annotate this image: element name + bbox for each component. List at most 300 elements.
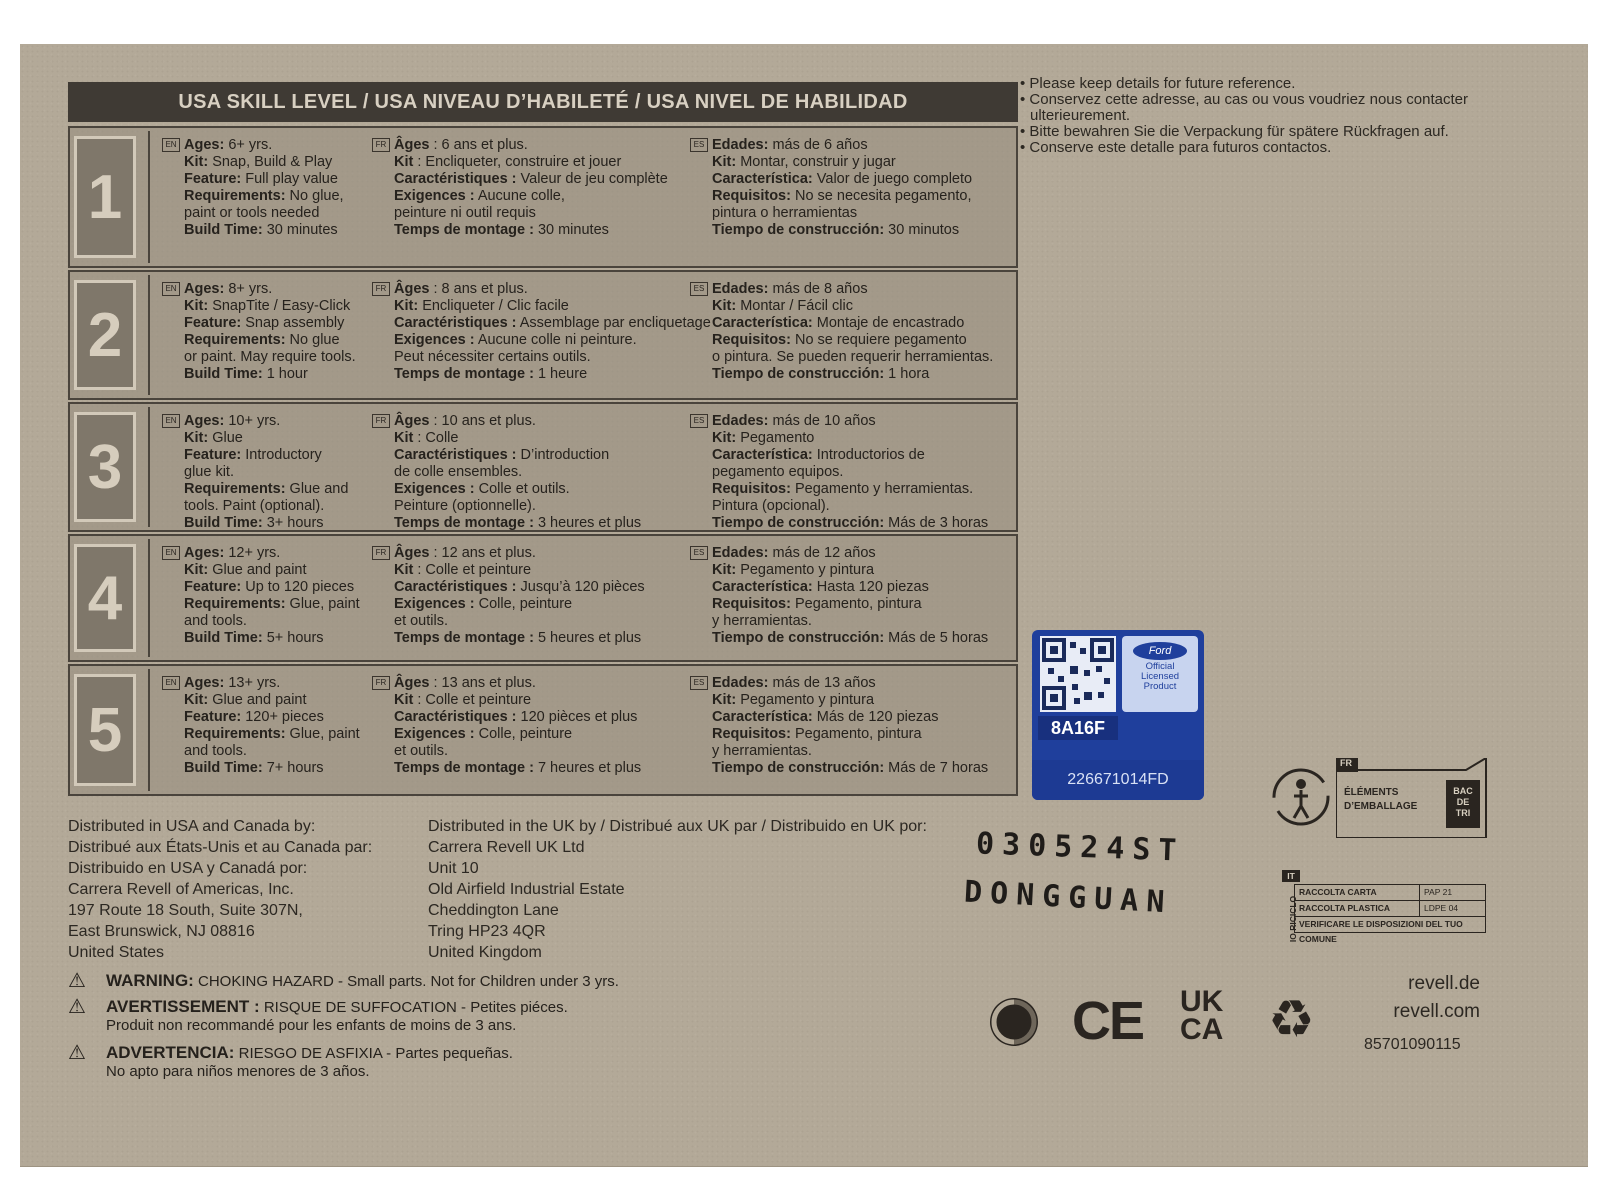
detail-line [712, 760, 1012, 777]
detail-value: más de 6 años [768, 137, 868, 153]
distributor-line: Distributed in USA and Canada by: [68, 818, 316, 835]
detail-key: Kit: [184, 430, 209, 446]
skill-level-details [148, 275, 1013, 395]
detail-value: 1 hora [884, 366, 930, 382]
detail-value: pegamento equipos. [712, 464, 844, 480]
detail-line [712, 366, 1012, 383]
detail-line [712, 481, 1012, 498]
skill-details-en [165, 281, 374, 383]
detail-line [394, 430, 694, 447]
distributor-line: Tring HP23 4QR [428, 923, 546, 940]
distributor-line: United States [68, 944, 165, 961]
date-stamp: 030524ST [975, 826, 1186, 869]
detail-key: Âges [394, 413, 430, 429]
detail-line [184, 315, 374, 332]
detail-line [184, 332, 374, 349]
detail-key: Feature: [184, 579, 242, 595]
detail-value: Snap assembly [241, 315, 345, 331]
website-link[interactable]: revell.com [1393, 1001, 1480, 1022]
warning-triangle-icon: ⚠ [68, 1042, 86, 1064]
detail-value: 3+ hours [262, 515, 324, 531]
detail-line [712, 222, 1012, 239]
detail-line [184, 545, 374, 562]
detail-value: Más de 120 piezas [812, 709, 939, 725]
detail-value: and tools. [184, 743, 247, 759]
detail-key: Kit [394, 430, 414, 446]
detail-value: : Colle et peinture [413, 692, 532, 708]
detail-key: Temps de montage : [394, 222, 534, 238]
detail-line [712, 413, 1012, 430]
detail-value: and tools. [184, 613, 247, 629]
detail-key: Temps de montage : [394, 630, 534, 646]
detail-line [712, 349, 1012, 366]
distributor-line: Carrera Revell UK Ltd [428, 839, 585, 856]
detail-line [184, 413, 374, 430]
language-tag: EN [162, 282, 180, 296]
detail-key: Âges [394, 545, 430, 561]
detail-value: Pegamento y pintura [736, 692, 875, 708]
detail-line [184, 613, 374, 630]
article-code: 85701090115 [1364, 1036, 1461, 1053]
italy-cell: PAP 21 [1419, 885, 1485, 900]
skill-details-es [693, 137, 1012, 239]
warning-title: ADVERTENCIA: [106, 1043, 235, 1062]
detail-value: más de 12 años [768, 545, 876, 561]
skill-level-details [148, 407, 1013, 531]
detail-line [394, 760, 694, 777]
distributor-line: Carrera Revell of Americas, Inc. [68, 881, 294, 898]
detail-value: Encliqueter / Clic facile [418, 298, 569, 314]
detail-line [394, 154, 694, 171]
detail-line [394, 596, 694, 613]
italy-footer: VERIFICARE LE DISPOSIZIONI DEL TUO COMUNE [1299, 919, 1463, 944]
bin-line: BAC [1453, 786, 1473, 796]
detail-key: Exigences : [394, 481, 475, 497]
detail-line [394, 579, 694, 596]
detail-key: Característica: [712, 709, 813, 725]
detail-value: 3 heures et plus [533, 515, 642, 531]
detail-value: Colle, peinture [474, 726, 573, 742]
note-line: • Conserve este detalle para futuros contactos. [1020, 139, 1332, 156]
detail-line [394, 743, 694, 760]
detail-value: 13+ yrs. [224, 675, 281, 691]
ukca-mark [1180, 985, 1224, 1046]
ford-logo: Ford [1133, 642, 1187, 660]
detail-line [394, 349, 694, 366]
detail-key: Requisitos: [712, 726, 791, 742]
detail-key: Exigences : [394, 596, 475, 612]
distributor-usa [68, 816, 372, 963]
warning-triangle-icon: ⚠ [68, 970, 86, 992]
detail-value: Aucune colle ni peinture. [474, 332, 637, 348]
skill-level-number: 4 [87, 563, 123, 633]
detail-key: Temps de montage : [394, 515, 534, 531]
detail-line [712, 692, 1012, 709]
qr-code-icon [1040, 636, 1116, 712]
detail-key: Edades: [712, 675, 769, 691]
detail-key: Requisitos: [712, 596, 791, 612]
detail-line [184, 709, 374, 726]
detail-line [712, 464, 1012, 481]
detail-line [712, 332, 1012, 349]
detail-value: Pegamento, pintura [790, 726, 922, 742]
detail-line [712, 545, 1012, 562]
detail-line [712, 205, 1012, 222]
detail-line [394, 366, 694, 383]
origin-stamp: DONGGUAN [963, 874, 1174, 921]
detail-line [184, 515, 374, 532]
skill-level-number-box [74, 544, 136, 652]
detail-value: peinture ni outil requis [394, 205, 536, 221]
detail-value: : Colle et peinture [413, 562, 532, 578]
recycling-arrows-icon: ♻ [1268, 991, 1315, 1049]
triman-line: D’EMBALLAGE [1344, 801, 1418, 812]
license-serial: 226671014FD [1032, 760, 1204, 800]
detail-value: Montaje de encastrado [812, 315, 965, 331]
detail-key: Âges [394, 281, 430, 297]
detail-line [712, 579, 1012, 596]
detail-value: 6+ yrs. [224, 137, 273, 153]
detail-value: tools. Paint (optional). [184, 498, 325, 514]
detail-line [394, 515, 694, 532]
distributor-uk [428, 816, 927, 963]
triman-country: FR [1340, 758, 1352, 768]
detail-value: Introductory [241, 447, 322, 463]
skill-details-es [693, 281, 1012, 383]
distributor-line: Distributed in the UK by / Distribué aux UK par / Distribuido en UK por: [428, 818, 927, 835]
skill-details-en [165, 137, 374, 239]
detail-key: Kit: [712, 562, 737, 578]
warning-text: RIESGO DE ASFIXIA - Partes pequeñas. [238, 1045, 513, 1062]
triman-text [1344, 786, 1417, 814]
language-tag: FR [372, 546, 390, 560]
warning-text: CHOKING HAZARD - Small parts. Not for Children under 3 yrs. [198, 973, 619, 990]
detail-value: Más de 5 horas [884, 630, 989, 646]
detail-key: Tiempo de construcción: [712, 760, 885, 776]
skill-level-number: 3 [87, 432, 123, 502]
detail-line [184, 205, 374, 222]
detail-value: Montar / Fácil clic [736, 298, 854, 314]
detail-key: Tiempo de construcción: [712, 366, 885, 382]
detail-line [394, 298, 694, 315]
detail-value: Más de 3 horas [884, 515, 989, 531]
language-tag: ES [690, 138, 708, 152]
detail-line [712, 726, 1012, 743]
detail-value: 120 pièces et plus [516, 709, 638, 725]
detail-key: Requisitos: [712, 188, 791, 204]
detail-line [394, 692, 694, 709]
detail-key: Ages: [184, 545, 225, 561]
detail-line [184, 596, 374, 613]
detail-value: o pintura. Se pueden requerir herramientas. [712, 349, 994, 365]
detail-line [184, 562, 374, 579]
detail-value: pintura o herramientas [712, 205, 858, 221]
detail-line [394, 137, 694, 154]
detail-value: Pegamento y pintura [736, 562, 875, 578]
detail-value: Assemblage par encliquetage [516, 315, 711, 331]
detail-key: Requirements: [184, 188, 286, 204]
detail-key: Kit: [712, 298, 737, 314]
detail-key: Kit [394, 562, 414, 578]
warning-es [68, 1044, 708, 1090]
detail-key: Feature: [184, 447, 242, 463]
detail-value: 5 heures et plus [533, 630, 642, 646]
detail-line [712, 498, 1012, 515]
detail-line [184, 137, 374, 154]
distributor-line: Distribué aux États-Unis et au Canada par: [68, 839, 373, 856]
ukca-line: UK [1180, 985, 1224, 1018]
warning-text: RISQUE DE SUFFOCATION - Petites piéces. [263, 999, 568, 1016]
detail-value: paint or tools needed [184, 205, 320, 221]
detail-value: 7+ hours [262, 760, 324, 776]
skill-level-number: 1 [87, 162, 123, 232]
skill-level-details [148, 131, 1013, 263]
detail-value: 10+ yrs. [224, 413, 281, 429]
detail-line [394, 447, 694, 464]
detail-line [184, 222, 374, 239]
note-line: • Please keep details for future reference. [1020, 75, 1296, 92]
detail-key: Âges [394, 675, 430, 691]
language-tag: ES [690, 546, 708, 560]
detail-line [712, 137, 1012, 154]
detail-value: : 6 ans et plus. [429, 137, 528, 153]
detail-value: Glue and paint [208, 692, 307, 708]
detail-line [394, 332, 694, 349]
detail-key: Caractéristiques : [394, 447, 517, 463]
license-text: Official [1145, 661, 1175, 672]
language-tag: ES [690, 414, 708, 428]
detail-key: Característica: [712, 579, 813, 595]
detail-value: Pintura (opcional). [712, 498, 830, 514]
detail-line [712, 154, 1012, 171]
detail-value: : 8 ans et plus. [429, 281, 528, 297]
skill-level-row [68, 126, 1018, 268]
skill-level-number-box [74, 674, 136, 786]
detail-key: Build Time: [184, 760, 263, 776]
detail-value: et outils. [394, 743, 448, 759]
detail-line [394, 498, 694, 515]
italy-cell: LDPE 04 [1419, 901, 1485, 916]
detail-line [184, 447, 374, 464]
warning-en [68, 972, 708, 998]
warning-text: Produit non recommandé pour les enfants de moins de 3 ans. [106, 1017, 517, 1034]
detail-value: : Colle [413, 430, 459, 446]
detail-line [394, 188, 694, 205]
detail-line [184, 760, 374, 777]
detail-key: Temps de montage : [394, 366, 534, 382]
skill-level-number: 5 [87, 695, 123, 765]
warning-text: No apto para niños menores de 3 años. [106, 1063, 370, 1080]
detail-key: Kit [394, 154, 414, 170]
detail-value: No glue [285, 332, 340, 348]
note-line: • Conservez cette adresse, au cas ou vous voudriez nous contacter [1020, 91, 1468, 108]
detail-line [394, 413, 694, 430]
detail-value: Full play value [241, 171, 338, 187]
detail-value: : 12 ans et plus. [429, 545, 536, 561]
detail-value: más de 13 años [768, 675, 876, 691]
distributor-line: Cheddington Lane [428, 902, 559, 919]
skill-level-row [68, 402, 1018, 532]
detail-value: glue kit. [184, 464, 234, 480]
skill-level-banner: USA SKILL LEVEL / USA NIVEAU D’HABILETÉ / USA NIVEL DE HABILIDAD [68, 82, 1018, 122]
detail-key: Kit: [184, 298, 209, 314]
detail-key: Kit: [712, 692, 737, 708]
detail-line [184, 281, 374, 298]
detail-key: Ages: [184, 675, 225, 691]
detail-key: Build Time: [184, 515, 263, 531]
detail-value: Glue, paint [285, 726, 360, 742]
italy-row [1295, 901, 1485, 917]
website-link[interactable]: revell.de [1408, 973, 1480, 994]
detail-key: Kit: [712, 154, 737, 170]
skill-details-fr [375, 675, 694, 777]
detail-value: 1 hour [262, 366, 308, 382]
detail-line [394, 205, 694, 222]
detail-key: Edades: [712, 281, 769, 297]
detail-line [184, 579, 374, 596]
detail-key: Feature: [184, 171, 242, 187]
distributor-line: East Brunswick, NJ 08816 [68, 923, 255, 940]
detail-line [394, 315, 711, 332]
green-dot-icon [986, 994, 1042, 1050]
distributor-line: Old Airfield Industrial Estate [428, 881, 625, 898]
detail-line [712, 709, 1012, 726]
detail-line [184, 675, 374, 692]
skill-details-en [165, 545, 374, 647]
detail-line [184, 630, 374, 647]
detail-value: Introductorios de [812, 447, 925, 463]
detail-value: et outils. [394, 613, 448, 629]
skill-details-es [693, 413, 1012, 532]
detail-line [184, 498, 374, 515]
detail-key: Tiempo de construcción: [712, 630, 885, 646]
skill-level-row [68, 534, 1018, 662]
recycle-person-icon [1270, 766, 1332, 828]
triman-label [1336, 758, 1526, 836]
detail-line [712, 315, 1012, 332]
detail-value: 1 heure [533, 366, 588, 382]
detail-value: Glue and [285, 481, 349, 497]
detail-value: 8+ yrs. [224, 281, 273, 297]
distributor-line: Unit 10 [428, 860, 479, 877]
note-line: • Bitte bewahren Sie die Verpackung für spätere Rückfragen auf. [1020, 123, 1449, 140]
detail-value: No se requiere pegamento [790, 332, 967, 348]
detail-key: Build Time: [184, 366, 263, 382]
distributor-line: United Kingdom [428, 944, 542, 961]
warning-fr [68, 998, 708, 1044]
detail-line [394, 675, 694, 692]
warning-triangle-icon: ⚠ [68, 996, 86, 1018]
detail-line [184, 481, 374, 498]
bin-line: DE [1456, 797, 1470, 807]
detail-value: Colle et outils. [474, 481, 570, 497]
skill-details-es [693, 545, 1012, 647]
skill-details-fr [375, 137, 694, 239]
detail-line [184, 188, 374, 205]
detail-value: 7 heures et plus [533, 760, 642, 776]
detail-line [184, 154, 374, 171]
detail-line [394, 562, 694, 579]
triman-line: ÉLÉMENTS [1344, 787, 1399, 798]
detail-key: Exigences : [394, 332, 475, 348]
language-tag: ES [690, 282, 708, 296]
detail-key: Característica: [712, 447, 813, 463]
license-text: Licensed [1140, 671, 1180, 682]
ce-mark: CE [1072, 991, 1144, 1051]
ukca-line: CA [1180, 1013, 1224, 1046]
detail-value: : Encliqueter, construire et jouer [413, 154, 622, 170]
detail-line [184, 349, 374, 366]
ford-badge [1122, 636, 1198, 712]
detail-key: Ages: [184, 413, 225, 429]
detail-value: or paint. May require tools. [184, 349, 356, 365]
detail-value: Más de 7 horas [884, 760, 989, 776]
italy-table [1294, 884, 1486, 944]
detail-line [184, 726, 374, 743]
distributor-line: 197 Route 18 South, Suite 307N, [68, 902, 303, 919]
detail-value: Up to 120 pieces [241, 579, 355, 595]
detail-line [184, 430, 374, 447]
detail-line [712, 430, 1012, 447]
warning-title: WARNING: [106, 971, 194, 990]
detail-value: Peinture (optionnelle). [394, 498, 536, 514]
detail-line [712, 447, 1012, 464]
license-text: Product [1143, 681, 1177, 692]
detail-value: Valeur de jeu complète [516, 171, 668, 187]
language-tag: ES [690, 676, 708, 690]
detail-line [184, 464, 374, 481]
detail-key: Kit: [184, 154, 209, 170]
reference-notes [1020, 76, 1540, 156]
detail-key: Build Time: [184, 630, 263, 646]
detail-line [394, 171, 694, 188]
detail-key: Requisitos: [712, 481, 791, 497]
skill-level-number-box [74, 136, 136, 258]
detail-key: Característica: [712, 315, 813, 331]
detail-value: de colle ensembles. [394, 464, 523, 480]
detail-key: Tiempo de construcción: [712, 222, 885, 238]
language-tag: EN [162, 676, 180, 690]
detail-value: Jusqu’à 120 pièces [516, 579, 645, 595]
detail-value: Pegamento, pintura [790, 596, 922, 612]
detail-value: Aucune colle, [474, 188, 565, 204]
skill-details-fr [375, 545, 694, 647]
bin-line: TRI [1455, 808, 1471, 818]
note-line: ulterieurement. [1030, 107, 1131, 124]
language-tag: FR [372, 282, 390, 296]
skill-level-details [148, 669, 1013, 791]
detail-value: 30 minutos [884, 222, 960, 238]
detail-key: Ages: [184, 281, 225, 297]
detail-value: : 10 ans et plus. [429, 413, 536, 429]
italy-country: IT [1282, 870, 1300, 882]
detail-key: Requirements: [184, 332, 286, 348]
detail-value: más de 10 años [768, 413, 876, 429]
detail-value: Montar, construir y jugar [736, 154, 896, 170]
detail-line [712, 675, 1012, 692]
detail-key: Kit: [712, 430, 737, 446]
detail-key: Kit: [184, 562, 209, 578]
detail-value: Glue, paint [285, 596, 360, 612]
language-tag: FR [372, 676, 390, 690]
detail-value: Valor de juego completo [812, 171, 973, 187]
detail-line [712, 743, 1012, 760]
language-tag: EN [162, 414, 180, 428]
detail-value: 12+ yrs. [224, 545, 281, 561]
language-tag: EN [162, 138, 180, 152]
detail-line [394, 481, 694, 498]
detail-key: Caractéristiques : [394, 315, 517, 331]
